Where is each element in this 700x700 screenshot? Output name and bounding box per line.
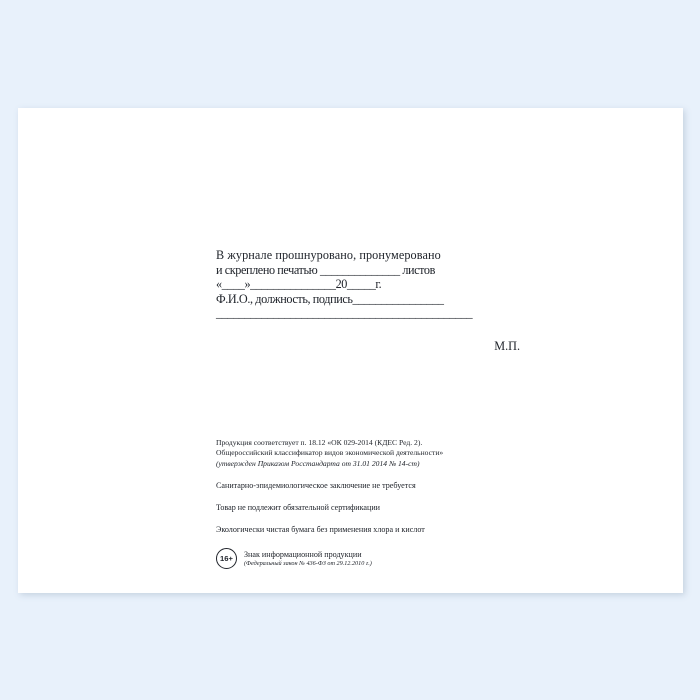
info-mark-text [244, 550, 372, 568]
classifier-line-2: Общероссийский классификатор видов экономической деятельности» [216, 448, 444, 458]
certification-line-3: «____»_______________20_____г. [216, 277, 382, 292]
info-mark-row [216, 548, 556, 569]
certification-line-5: _____________________________________________ [216, 306, 473, 321]
classifier-line-3: (утвержден Приказом Росстандарта от 31.01 2014 № 14-ст) [216, 458, 420, 468]
document-page [18, 108, 683, 593]
certification-note: Товар не подлежит обязательной сертификации [216, 503, 381, 513]
certification-line-1: В журнале прошнуровано, пронумеровано [216, 248, 441, 262]
certification-line-4: Ф.И.О., должность, подпись________________ [216, 291, 444, 306]
eco-note: Экологически чистая бумага без применения хлора и кислот [216, 525, 425, 535]
footer-block [216, 438, 556, 569]
info-mark-law: (Федеральный закон № 436-ФЗ от 29.12.2010 г.) [244, 559, 372, 567]
seal-place-mark: М.П. [494, 338, 520, 353]
certification-block [216, 248, 546, 354]
certification-line-2: и скреплено печатью ______________ листов [216, 262, 435, 277]
sanitary-note: Санитарно-эпидемиологическое заключение не требуется [216, 481, 416, 491]
info-mark-title: Знак информационной продукции [244, 549, 362, 559]
classifier-line-1: Продукция соответствует п. 18.12 «ОК 029-2014 (КДЕС Ред. 2). [216, 438, 423, 447]
age-rating-badge: 16+ [216, 548, 237, 569]
